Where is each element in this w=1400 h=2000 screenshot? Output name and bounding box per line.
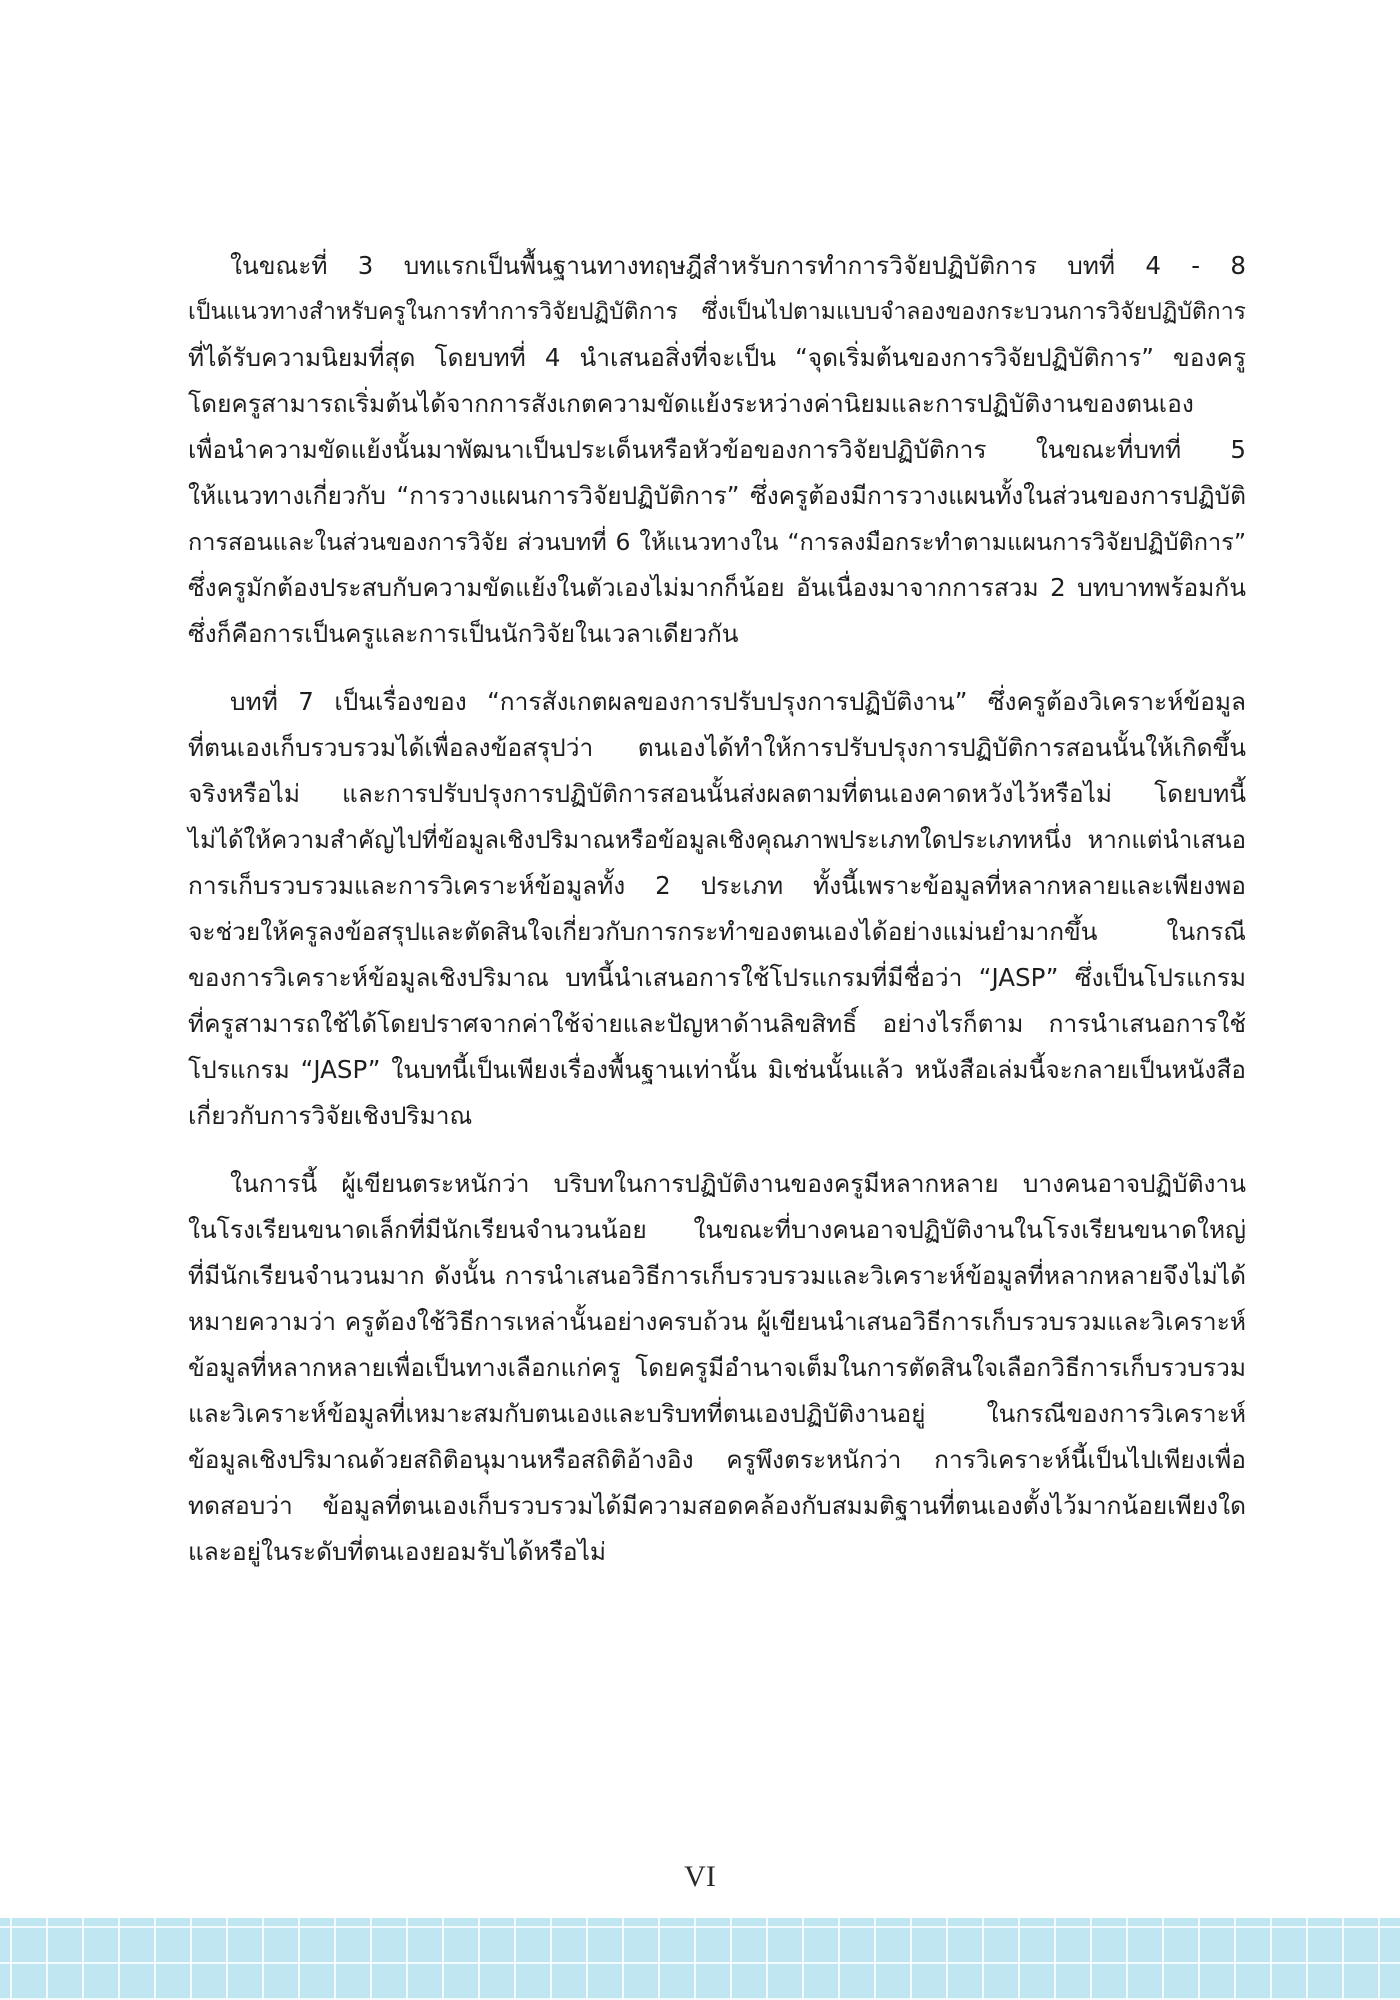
paragraph-line: โดยครูสามารถเริ่มต้นได้จากการสังเกตความขัดแย้งระหว่างค่านิยมและการปฏิบัติงานของตนเอง xyxy=(188,389,1194,418)
paragraph-3 xyxy=(188,1161,1246,1575)
paragraph-line: ที่ครูสามารถใช้ได้โดยปราศจากค่าใช้จ่ายและปัญหาด้านลิขสิทธิ์ อย่างไรก็ตาม การนำเสนอการใช้ xyxy=(188,1009,1246,1038)
page-body xyxy=(188,243,1246,1575)
paragraph-line: ให้แนวทางเกี่ยวกับ “การวางแผนการวิจัยปฏิบัติการ” ซึ่งครูต้องมีการวางแผนทั้งในส่วนของการปฏิบัติ xyxy=(188,481,1246,510)
paragraph-line: เพื่อนำความขัดแย้งนั้นมาพัฒนาเป็นประเด็นหรือหัวข้อของการวิจัยปฏิบัติการ ในขณะที่บทที่ 5 xyxy=(188,435,1246,464)
paragraph-2 xyxy=(188,679,1246,1139)
paragraph-line: โปรแกรม “JASP” ในบทนี้เป็นเพียงเรื่องพื้นฐานเท่านั้น มิเช่นนั้นแล้ว หนังสือเล่มนี้จะกลายเป็นหนังสือ xyxy=(188,1055,1246,1084)
paragraph-line: และวิเคราะห์ข้อมูลที่เหมาะสมกับตนเองและบริบทที่ตนเองปฏิบัติงานอยู่ ในกรณีของการวิเคราะห์ xyxy=(188,1399,1246,1428)
paragraph-line: ในขณะที่ 3 บทแรกเป็นพื้นฐานทางทฤษฎีสำหรับการทำการวิจัยปฏิบัติการ บทที่ 4 - 8 xyxy=(230,251,1246,280)
paragraph-line: เกี่ยวกับการวิจัยเชิงปริมาณ xyxy=(188,1101,473,1130)
paragraph-line: และอยู่ในระดับที่ตนเองยอมรับได้หรือไม่ xyxy=(188,1537,607,1566)
paragraph-line: ในโรงเรียนขนาดเล็กที่มีนักเรียนจำนวนน้อย ในขณะที่บางคนอาจปฏิบัติงานในโรงเรียนขนาดใหญ่ xyxy=(188,1215,1246,1244)
paragraph-line: เป็นแนวทางสำหรับครูในการทำการวิจัยปฏิบัติการ ซึ่งเป็นไปตามแบบจำลองของกระบวนการวิจัยปฏิบัติการ xyxy=(188,299,1246,325)
paragraph-line: ที่มีนักเรียนจำนวนมาก ดังนั้น การนำเสนอวิธีการเก็บรวบรวมและวิเคราะห์ข้อมูลที่หลากหลายจึงไม่ได้ xyxy=(188,1261,1246,1290)
footer-grid-band xyxy=(0,1918,1400,2000)
paragraph-line: จริงหรือไม่ และการปรับปรุงการปฏิบัติการสอนนั้นส่งผลตามที่ตนเองคาดหวังไว้หรือไม่ โดยบทนี้ xyxy=(188,779,1246,808)
paragraph-line: การสอนและในส่วนของการวิจัย ส่วนบทที่ 6 ให้แนวทางใน “การลงมือกระทำตามแผนการวิจัยปฏิบัติการ” xyxy=(188,528,1246,556)
paragraph-line: ข้อมูลเชิงปริมาณด้วยสถิติอนุมานหรือสถิติอ้างอิง ครูพึงตระหนักว่า การวิเคราะห์นี้เป็นไปเพียงเพื่อ xyxy=(188,1445,1246,1474)
paragraph-line: ของการวิเคราะห์ข้อมูลเชิงปริมาณ บทนี้นำเสนอการใช้โปรแกรมที่มีชื่อว่า “JASP” ซึ่งเป็นโปรแกรม xyxy=(188,963,1246,992)
paragraph-line: บทที่ 7 เป็นเรื่องของ “การสังเกตผลของการปรับปรุงการปฏิบัติงาน” ซึ่งครูต้องวิเคราะห์ข้อมูล xyxy=(230,687,1246,716)
paragraph-line: ซึ่งครูมักต้องประสบกับความขัดแย้งในตัวเองไม่มากก็น้อย อันเนื่องมาจากการสวม 2 บทบาทพร้อมกัน xyxy=(188,573,1246,602)
paragraph-line: ที่ได้รับความนิยมที่สุด โดยบทที่ 4 นำเสนอสิ่งที่จะเป็น “จุดเริ่มต้นของการวิจัยปฏิบัติการ” ของครู xyxy=(188,343,1246,372)
paragraph-line: ซึ่งก็คือการเป็นครูและการเป็นนักวิจัยในเวลาเดียวกัน xyxy=(188,619,739,648)
paragraph-line: การเก็บรวบรวมและการวิเคราะห์ข้อมูลทั้ง 2 ประเภท ทั้งนี้เพราะข้อมูลที่หลากหลายและเพียงพอ xyxy=(188,871,1246,900)
paragraph-line: จะช่วยให้ครูลงข้อสรุปและตัดสินใจเกี่ยวกับการกระทำของตนเองได้อย่างแม่นยำมากขึ้น ในกรณี xyxy=(188,917,1246,946)
paragraph-line: หมายความว่า ครูต้องใช้วิธีการเหล่านั้นอย่างครบถ้วน ผู้เขียนนำเสนอวิธีการเก็บรวบรวมและวิเคราะห์ xyxy=(188,1307,1246,1336)
paragraph-line: ข้อมูลที่หลากหลายเพื่อเป็นทางเลือกแก่ครู โดยครูมีอำนาจเต็มในการตัดสินใจเลือกวิธีการเก็บรวบรวม xyxy=(188,1353,1246,1382)
paragraph-line: ที่ตนเองเก็บรวบรวมได้เพื่อลงข้อสรุปว่า ตนเองได้ทำให้การปรับปรุงการปฏิบัติการสอนนั้นให้เกิดขึ้น xyxy=(188,733,1246,762)
paragraph-line: ไม่ได้ให้ความสำคัญไปที่ข้อมูลเชิงปริมาณหรือข้อมูลเชิงคุณภาพประเภทใดประเภทหนึ่ง หากแต่นำเสนอ xyxy=(188,826,1246,854)
paragraph-1 xyxy=(188,243,1246,657)
page-number: VI xyxy=(684,1860,716,1893)
paragraph-line: ทดสอบว่า ข้อมูลที่ตนเองเก็บรวบรวมได้มีความสอดคล้องกับสมมติฐานที่ตนเองตั้งไว้มากน้อยเพียงใด xyxy=(188,1491,1246,1520)
paragraph-line: ในการนี้ ผู้เขียนตระหนักว่า บริบทในการปฏิบัติงานของครูมีหลากหลาย บางคนอาจปฏิบัติงาน xyxy=(230,1169,1246,1198)
